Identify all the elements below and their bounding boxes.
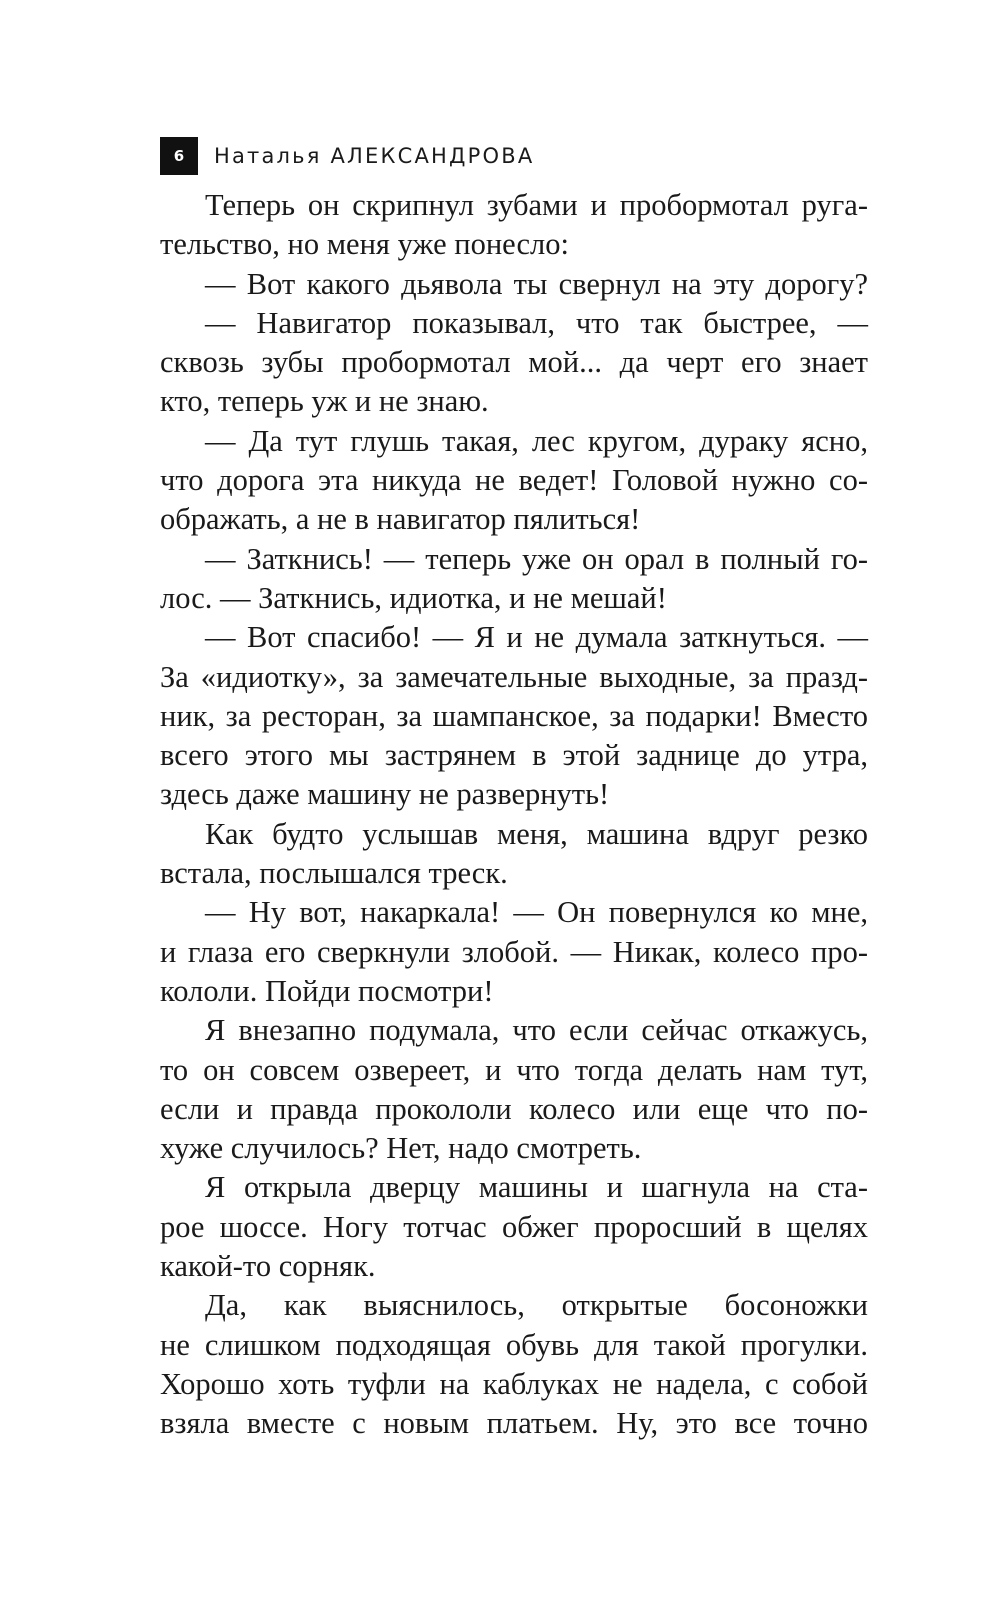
text-line: и глаза его сверкнули злобой. — Никак, колесо про- [160,934,868,969]
body-text [160,186,868,1444]
text-line: тельство, но меня уже понесло: [160,227,569,262]
text-line: какой-то сорняк. [160,1249,376,1284]
text-line: рое шоссе. Ногу тотчас обжег проросший в щелях [160,1209,868,1244]
text-line: сквозь зубы пробормотал мой... да черт его знает [160,345,868,380]
text-line: — Ну вот, накаркала! — Он повернулся ко мне, [205,895,868,930]
text-line: — Вот спасибо! — Я и не думала заткнуться. — [205,620,868,655]
text-line: — Навигатор показывал, что так быстрее, — [205,305,868,340]
text-line: что дорога эта никуда не ведет! Головой нужно со- [160,463,868,498]
text-line: взяла вместе с новым платьем. Ну, это все точно [160,1406,868,1441]
text-line: не слишком подходящая обувь для такой прогулки. [160,1327,868,1362]
text-line: кто, теперь уж и не знаю. [160,384,489,419]
text-line: кололи. Пойди посмотри! [160,973,494,1008]
text-line: — Заткнись! — теперь уже он орал в полный го- [205,541,868,576]
text-line: Я внезапно подумала, что если сейчас откажусь, [205,1013,868,1048]
text-line: встала, послышался треск. [160,856,508,891]
text-line: За «идиотку», за замечательные выходные, за празд- [160,659,868,694]
text-line: лос. — Заткнись, идиотка, и не мешай! [160,580,667,615]
text-line: ник, за ресторан, за шампанское, за подарки! Вместо [160,698,868,733]
text-line: — Да тут глушь такая, лес кругом, дураку ясно, [205,423,868,458]
text-line: Как будто услышав меня, машина вдруг резко [205,816,868,851]
text-line: Я открыла дверцу машины и шагнула на ста- [205,1170,868,1205]
running-head [160,137,534,175]
text-line: — Вот какого дьявола ты свернул на эту дорогу? [205,266,868,301]
text-line: если и правда прокололи колесо или еще что по- [160,1091,868,1126]
text-line: Да, как выяснилось, открытые босоножки [205,1288,868,1323]
author-name: Наталья АЛЕКСАНДРОВА [214,144,535,168]
text-line: то он совсем озвереет, и что тогда делать нам тут, [160,1052,868,1087]
text-line: здесь даже машину не развернуть! [160,777,610,812]
text-line: хуже случилось? Нет, надо смотреть. [160,1131,642,1166]
text-line: ображать, а не в навигатор пялиться! [160,502,641,537]
text-line: Теперь он скрипнул зубами и пробормотал руга- [205,188,868,222]
text-line: Хорошо хоть туфли на каблуках не надела, с собой [160,1366,868,1401]
page-number: 6 [160,137,198,175]
text-line: всего этого мы застрянем в этой заднице до утра, [160,738,868,773]
